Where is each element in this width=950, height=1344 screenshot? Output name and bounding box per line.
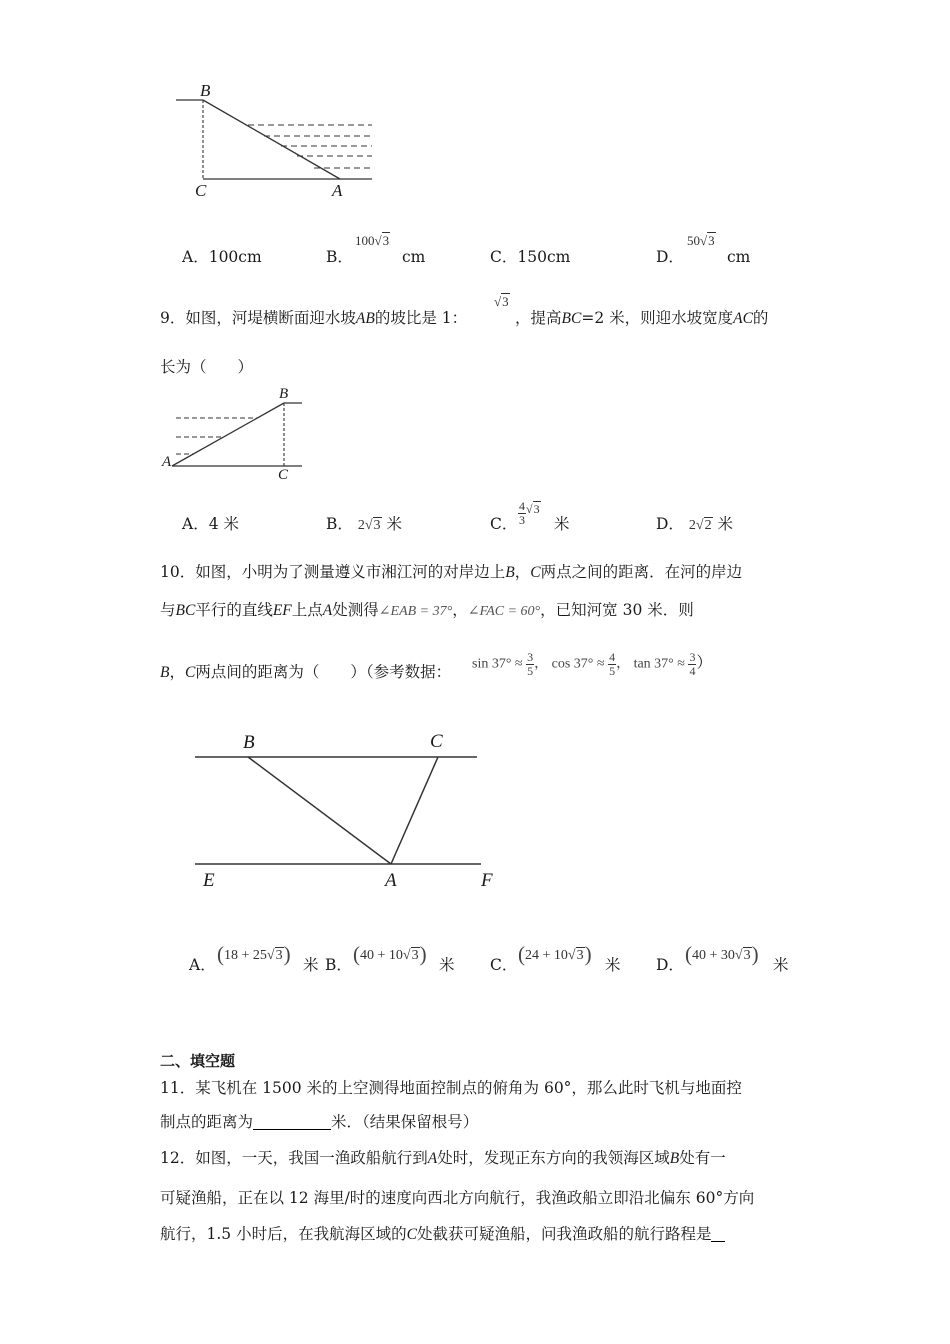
option-letter: D． <box>656 515 684 533</box>
text: 米．（结果保留根号） <box>331 1113 479 1131</box>
q10-fig-label-b: B <box>243 732 255 753</box>
paren-close: ) <box>419 942 427 966</box>
q9-option-d[interactable] <box>656 514 733 536</box>
option-unit: 米 <box>386 515 402 533</box>
expr: 40 + 10 <box>360 948 403 963</box>
denominator: 3 <box>519 513 525 527</box>
option-letter: C． <box>490 248 518 266</box>
option-unit: 米 <box>717 515 734 533</box>
q10-option-a[interactable] <box>189 955 216 975</box>
paren-close: ) <box>751 942 759 966</box>
q9-option-a[interactable] <box>182 514 239 534</box>
sqrt-sign: √ <box>374 233 382 248</box>
q10-option-c-math <box>518 942 592 967</box>
option-letter: A． <box>189 956 216 974</box>
coef: 50 <box>687 233 700 248</box>
q10-option-c[interactable] <box>490 955 517 975</box>
option-letter: D． <box>656 956 684 974</box>
denominator: 4 <box>689 664 696 678</box>
q10-option-d-unit: 米 <box>773 956 789 974</box>
text: 与 <box>160 601 176 619</box>
q8-option-d-math <box>687 233 716 249</box>
q9-fig-label-b: B <box>279 386 289 402</box>
text: 的坡比是 1： <box>374 309 468 327</box>
paren-open: ( <box>518 942 525 966</box>
text: ， <box>452 601 468 619</box>
denominator: 5 <box>527 664 534 678</box>
var-c: C <box>406 1226 417 1243</box>
cos-text: cos 37° ≈ <box>551 656 605 672</box>
q8-option-b-unit: cm <box>402 248 426 266</box>
sqrt-sign: √ <box>700 233 708 248</box>
text: 处时，发现正东方向的我领海区域 <box>437 1149 670 1167</box>
q12-stem-line3 <box>160 1224 725 1245</box>
text: 处测得 <box>332 601 379 619</box>
q10-option-a-unit: 米 <box>303 956 319 974</box>
text: ， <box>169 663 185 681</box>
comma: ， <box>616 656 631 672</box>
expr: 18 + 25 <box>224 948 267 963</box>
sqrt-sign: √ <box>734 948 743 963</box>
radicand: 3 <box>275 948 283 963</box>
q10-fig-label-f: F <box>481 870 493 891</box>
sqrt-sign: √ <box>266 948 275 963</box>
angle-fac: ∠FAC = 60° <box>467 604 541 619</box>
text: 9．如图，河堤横断面迎水坡 <box>160 309 356 327</box>
radicand: 3 <box>533 502 540 517</box>
q9-option-b[interactable] <box>326 514 402 536</box>
text: 处有一 <box>679 1149 726 1167</box>
var-ef: EF <box>272 602 292 619</box>
q10-option-b-math <box>353 942 427 967</box>
q12-stem-line1 <box>160 1148 726 1169</box>
q9-option-c[interactable] <box>490 514 517 534</box>
paren-close: ) <box>584 942 592 966</box>
numerator: 3 <box>527 650 534 664</box>
q10-segment-ac <box>391 757 438 864</box>
q10-stem-line3 <box>160 662 451 683</box>
coef: 2 <box>357 518 365 533</box>
radicand: 3 <box>411 948 419 963</box>
q10-option-d[interactable] <box>656 955 684 975</box>
radicand: 3 <box>576 948 584 963</box>
paren-open: ( <box>353 942 360 966</box>
option-letter: A． <box>182 248 209 266</box>
var-b: B <box>160 664 170 681</box>
sqrt-sign: √ <box>402 948 411 963</box>
q12-stem-line2: 可疑渔船，正在以 12 海里/时的速度向西北方向航行，我渔政船立即沿北偏东 60°方向 <box>160 1189 755 1207</box>
radicand: 3 <box>382 233 390 248</box>
q8-label-a: A <box>332 181 343 200</box>
q9-stem-line1-cont <box>515 308 768 329</box>
var-c: C <box>530 564 541 581</box>
q9-fig-label-c: C <box>278 467 289 483</box>
text: ，已知河宽 30 米．则 <box>540 601 694 619</box>
var-b: B <box>505 564 515 581</box>
sqrt-sign: √ <box>364 518 373 533</box>
q11-stem-line1: 11．某飞机在 1500 米的上空测得地面控制点的俯角为 60°，那么此时飞机与地面控 <box>160 1079 742 1097</box>
sqrt-sign: √ <box>567 948 576 963</box>
q8-label-c: C <box>195 181 207 200</box>
fraction <box>608 651 616 678</box>
text: 10．如图，小明为了测量遵义市湘江河的对岸边上 <box>160 563 506 581</box>
var-a: A <box>427 1150 438 1167</box>
text: ，提高 <box>515 309 562 327</box>
q8-option-d-unit: cm <box>727 248 751 266</box>
q10-segment-ab <box>248 757 391 864</box>
q8-label-b: B <box>200 81 211 100</box>
option-letter: D． <box>656 248 684 266</box>
q10-stem-line2 <box>160 600 694 622</box>
q8-option-a[interactable] <box>182 247 262 267</box>
denominator: 5 <box>609 664 616 678</box>
text: 制点的距离为 <box>160 1113 254 1131</box>
q9-fig-label-a: A <box>162 454 172 470</box>
text: 12．如图，一天，我国一渔政船航行到 <box>160 1149 428 1167</box>
text: 两点间的距离为（ ）（参考数据： <box>195 663 452 681</box>
q9-stem-line2: 长为（ ） <box>160 358 254 376</box>
option-letter: A． <box>182 515 209 533</box>
q10-fig-label-c: C <box>430 731 443 752</box>
radicand: 2 <box>704 518 712 533</box>
numerator: 4 <box>519 499 525 513</box>
var-ac: AC <box>733 310 753 327</box>
q9-figure <box>160 385 320 485</box>
paren-open: ( <box>685 942 692 966</box>
tan-text: tan 37° ≈ <box>633 656 685 672</box>
option-text: 4 米 <box>208 515 239 533</box>
text: 的 <box>752 309 769 327</box>
q10-option-c-unit: 米 <box>605 956 621 974</box>
var-c: C <box>184 664 196 681</box>
q10-option-d-math <box>685 942 759 967</box>
q10-option-b[interactable] <box>325 955 352 975</box>
q10-fig-label-e: E <box>203 870 215 891</box>
expr: 40 + 30 <box>692 948 735 963</box>
q8-option-c[interactable] <box>490 247 570 267</box>
fraction <box>526 651 534 678</box>
option-math <box>358 517 382 533</box>
var-bc: BC <box>175 602 196 619</box>
text: 处截获可疑渔船，问我渔政船的航行路程是 <box>416 1225 712 1243</box>
sin-text: sin 37° ≈ <box>472 656 523 672</box>
text: 两点之间的距离．在河的岸边 <box>540 563 743 581</box>
option-letter: B． <box>326 515 353 533</box>
text: =2 米，则迎水坡宽度 <box>581 309 734 327</box>
sqrt-sign: √ <box>526 502 533 517</box>
var-ab: AB <box>355 310 375 327</box>
text: 航行，1.5 小时后，在我航海区域的 <box>160 1225 407 1243</box>
var-bc: BC <box>561 310 582 327</box>
q10-fig-label-a: A <box>385 870 397 891</box>
q8-slope-ab <box>203 100 340 179</box>
radicand: 3 <box>502 294 509 309</box>
q10-option-a-math <box>217 942 291 967</box>
answer-blank[interactable] <box>711 1225 725 1242</box>
expr: 24 + 10 <box>525 948 568 963</box>
paren-open: ( <box>217 942 224 966</box>
q11-stem-line2 <box>160 1112 478 1132</box>
q8-option-d[interactable] <box>656 247 684 267</box>
angle-eab: ∠EAB = 37° <box>378 604 453 619</box>
text: 上点 <box>291 601 323 619</box>
numerator: 3 <box>689 650 696 664</box>
q9-option-c-unit: 米 <box>554 515 570 533</box>
section-title: 二、填空题 <box>160 1052 236 1070</box>
option-letter: C． <box>490 515 518 533</box>
text: ， <box>514 563 531 581</box>
comma: ， <box>534 656 549 672</box>
numerator: 4 <box>609 650 616 664</box>
var-b: B <box>669 1150 680 1167</box>
q9-ratio-sqrt <box>494 294 510 310</box>
coef: 100 <box>355 233 375 248</box>
fraction <box>518 500 526 527</box>
coef: 2 <box>688 518 696 533</box>
q8-option-b[interactable] <box>326 247 353 267</box>
answer-blank[interactable] <box>253 1113 331 1130</box>
radicand: 3 <box>708 233 715 248</box>
option-text: 150cm <box>517 248 571 266</box>
q10-figure <box>190 730 510 900</box>
paren-close: ) <box>283 942 291 966</box>
q9-stem-line1 <box>160 308 467 329</box>
q8-option-b-math <box>355 233 390 249</box>
q9-option-c-math <box>518 500 541 527</box>
close-paren: ） <box>696 653 712 672</box>
option-letter: B． <box>325 956 352 974</box>
option-math <box>689 517 713 533</box>
option-letter: C． <box>490 956 518 974</box>
q10-option-b-unit: 米 <box>439 956 455 974</box>
q10-stem-line1 <box>160 562 742 583</box>
radicand: 3 <box>743 948 751 963</box>
q9-slope-ab <box>172 403 284 466</box>
text: 平行的直线 <box>195 601 273 619</box>
option-letter: B． <box>326 248 353 266</box>
sqrt-sign: √ <box>494 294 502 309</box>
q10-reference-data <box>472 651 712 678</box>
var-a: A <box>322 602 333 619</box>
sqrt-sign: √ <box>695 518 704 533</box>
option-text: 100cm <box>208 248 262 266</box>
radicand: 3 <box>373 518 381 533</box>
